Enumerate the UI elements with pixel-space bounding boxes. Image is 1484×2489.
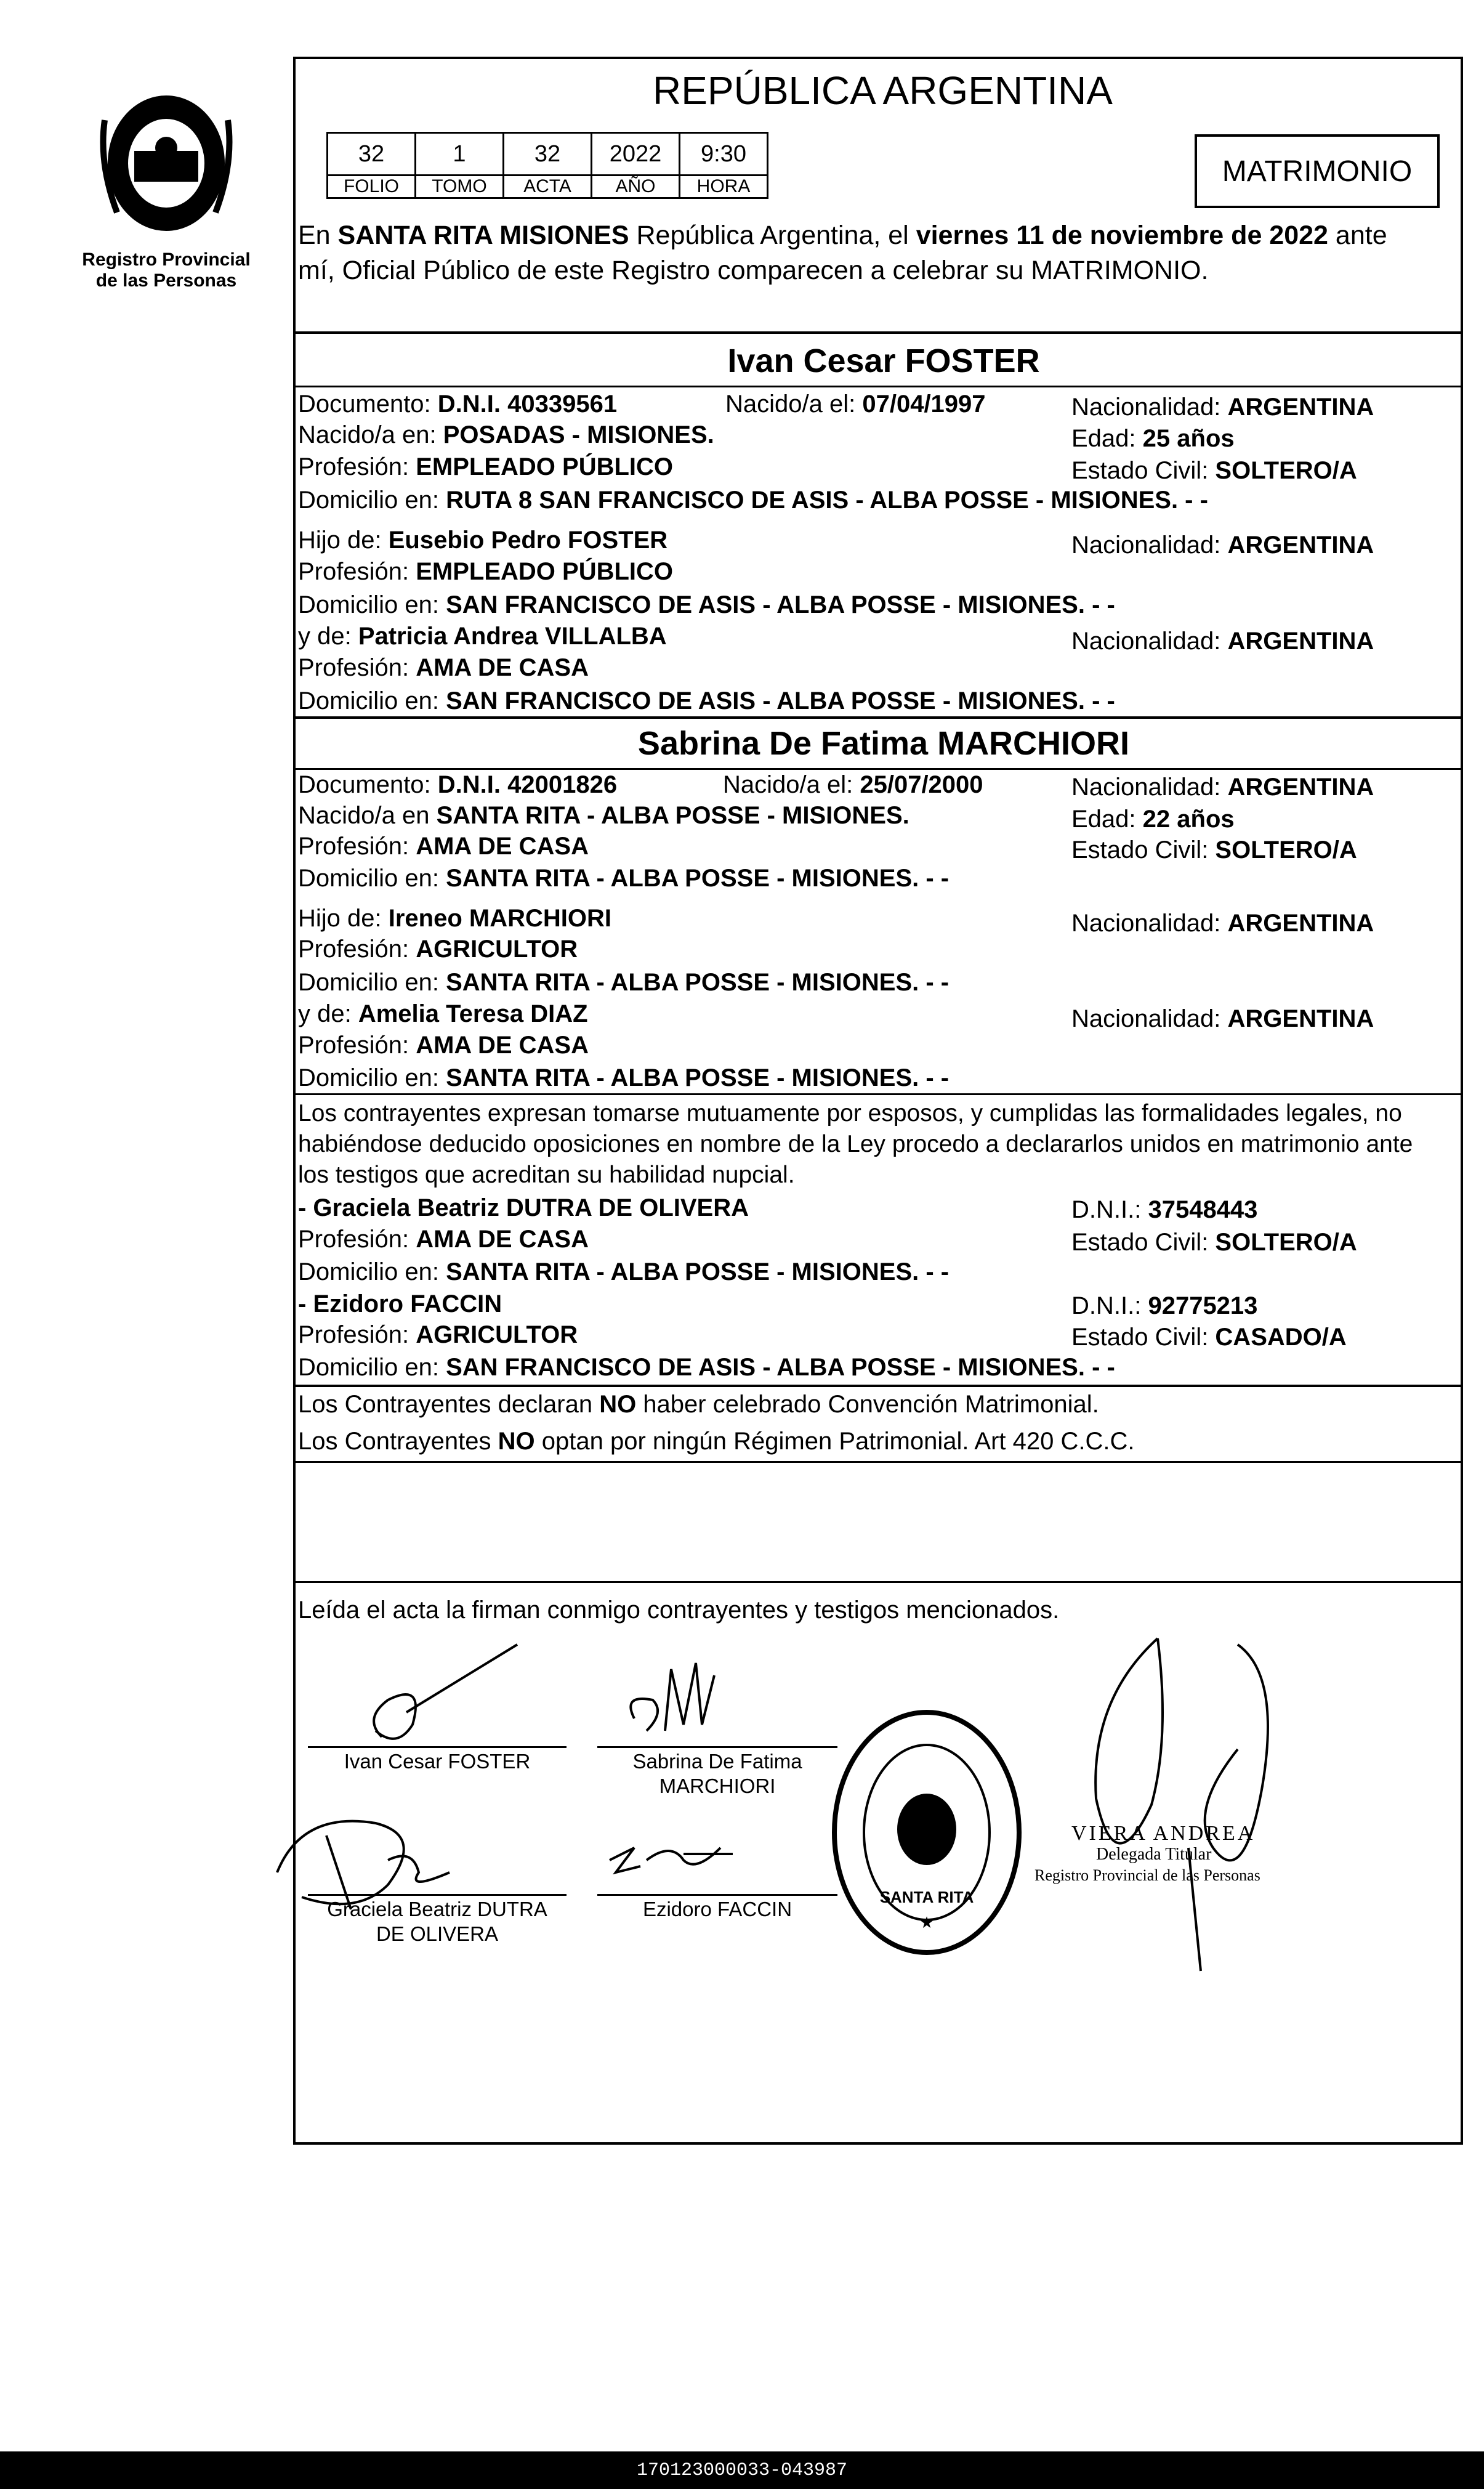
declaration-line-1: Los contrayentes expresan tomarse mutuamente por esposos, y cumplidas las formalidades legales, no xyxy=(298,1100,1402,1127)
witness2-name: - Ezidoro FACCIN xyxy=(298,1290,502,1317)
read-statement: Leída el acta la firman conmigo contrayentes y testigos mencionados. xyxy=(298,1597,1060,1624)
spouse1-doc: Documento: D.N.I. 40339561 xyxy=(298,391,618,418)
divider xyxy=(296,386,1461,387)
spouse2-mother-dom: Domicilio en: SANTA RITA - ALBA POSSE - MISIONES. - - xyxy=(298,1064,950,1091)
spouse2-father-nat: Nacionalidad: ARGENTINA xyxy=(1071,910,1374,937)
official-seal xyxy=(828,1706,1025,1959)
spouse2-nat: Nacionalidad: ARGENTINA xyxy=(1071,774,1374,801)
witness2-dom: Domicilio en: SAN FRANCISCO DE ASIS - ALBA POSSE - MISIONES. - - xyxy=(298,1354,1115,1381)
year-label: AÑO xyxy=(592,176,680,198)
divider xyxy=(296,1461,1461,1463)
spouse2-doc: Documento: D.N.I. 42001826 xyxy=(298,771,618,798)
acta-label: ACTA xyxy=(504,176,592,198)
province-logo xyxy=(80,77,252,249)
signature-line-spouse1 xyxy=(308,1746,567,1748)
spouse1-mother: y de: Patricia Andrea VILLALBA xyxy=(298,623,667,650)
spouse1-civil: Estado Civil: SOLTERO/A xyxy=(1071,457,1357,484)
acta-value: 32 xyxy=(504,133,592,176)
seal-icon xyxy=(828,1706,1025,1959)
svg-text:★: ★ xyxy=(919,1914,934,1932)
witness2-civil: Estado Civil: CASADO/A xyxy=(1071,1324,1347,1351)
tomo-value: 1 xyxy=(416,133,504,176)
divider xyxy=(296,1385,1461,1387)
spouse1-mother-prof: Profesión: AMA DE CASA xyxy=(298,654,589,681)
spouse1-birthplace: Nacido/a en: POSADAS - MISIONES. xyxy=(298,421,714,448)
spouse2-civil: Estado Civil: SOLTERO/A xyxy=(1071,836,1357,864)
folio-value: 32 xyxy=(328,133,416,176)
witness2-dni: D.N.I.: 92775213 xyxy=(1071,1292,1258,1319)
spouse1-name: Ivan Cesar FOSTER xyxy=(727,342,1040,379)
signature-caption-spouse2: Sabrina De Fatima MARCHIORI xyxy=(632,1750,802,1797)
divider xyxy=(296,1093,1461,1095)
spouse2-prof: Profesión: AMA DE CASA xyxy=(298,833,589,860)
spouse2-age: Edad: 22 años xyxy=(1071,806,1235,833)
convention-line-2: Los Contrayentes NO optan por ningún Régimen Patrimonial. Art 420 C.C.C. xyxy=(298,1428,1135,1455)
country-title: REPÚBLICA ARGENTINA xyxy=(653,68,1113,113)
signature-line-spouse2 xyxy=(597,1746,837,1748)
declaration-line-3: los testigos que acreditan su habilidad nupcial. xyxy=(298,1162,795,1188)
spouse1-prof: Profesión: EMPLEADO PÚBLICO xyxy=(298,453,674,480)
spouse2-mother: y de: Amelia Teresa DIAZ xyxy=(298,1000,588,1027)
spouse2-father-dom: Domicilio en: SANTA RITA - ALBA POSSE - MISIONES. - - xyxy=(298,969,950,996)
province-shield-icon xyxy=(80,77,252,249)
spouse1-father-dom: Domicilio en: SAN FRANCISCO DE ASIS - ALBA POSSE - MISIONES. - - xyxy=(298,591,1115,618)
reference-table xyxy=(326,132,768,199)
intro-line-2: mí, Oficial Público de este Registro comparecen a celebrar su MATRIMONIO. xyxy=(298,256,1209,285)
folio-label: FOLIO xyxy=(328,176,416,198)
spouse1-father: Hijo de: Eusebio Pedro FOSTER xyxy=(298,527,668,554)
spouse1-born: Nacido/a el: 07/04/1997 xyxy=(725,391,986,418)
spouse1-nat: Nacionalidad: ARGENTINA xyxy=(1071,394,1374,421)
witness1-name: - Graciela Beatriz DUTRA DE OLIVERA xyxy=(298,1194,749,1221)
spouse2-born: Nacido/a el: 25/07/2000 xyxy=(723,771,983,798)
divider xyxy=(296,716,1461,719)
signature-caption-spouse1: Ivan Cesar FOSTER xyxy=(344,1750,531,1773)
signature-line-witness1 xyxy=(308,1894,567,1896)
hour-label: HORA xyxy=(680,176,768,198)
hour-value: 9:30 xyxy=(680,133,768,176)
document-code-bar: 170123000033-043987 xyxy=(0,2451,1484,2489)
spouse1-mother-nat: Nacionalidad: ARGENTINA xyxy=(1071,628,1374,655)
spouse2-father: Hijo de: Ireneo MARCHIORI xyxy=(298,905,611,932)
intro-line-1: En SANTA RITA MISIONES República Argentina, el viernes 11 de noviembre de 2022 ante xyxy=(298,221,1387,250)
witness1-prof: Profesión: AMA DE CASA xyxy=(298,1226,589,1253)
divider xyxy=(296,331,1461,334)
spouse2-father-prof: Profesión: AGRICULTOR xyxy=(298,936,578,963)
spouse2-mother-prof: Profesión: AMA DE CASA xyxy=(298,1032,589,1059)
registry-name: Registro Provincial de las Personas xyxy=(82,249,251,291)
signature-caption-witness1: Graciela Beatriz DUTRA DE OLIVERA xyxy=(327,1898,547,1945)
spouse2-name: Sabrina De Fatima MARCHIORI xyxy=(637,725,1130,762)
acta-type-box: MATRIMONIO xyxy=(1195,134,1440,208)
witness1-civil: Estado Civil: SOLTERO/A xyxy=(1071,1229,1357,1256)
year-value: 2022 xyxy=(592,133,680,176)
officer-stamp: VIERA ANDREA Delegada Titular Registro Provincial de las Personas xyxy=(1034,1822,1260,1884)
witness1-dom: Domicilio en: SANTA RITA - ALBA POSSE - MISIONES. - - xyxy=(298,1258,950,1285)
signature-line-witness2 xyxy=(597,1894,837,1896)
spouse1-father-nat: Nacionalidad: ARGENTINA xyxy=(1071,532,1374,559)
spouse1-mother-dom: Domicilio en: SAN FRANCISCO DE ASIS - ALBA POSSE - MISIONES. - - xyxy=(298,687,1115,714)
spouse2-mother-nat: Nacionalidad: ARGENTINA xyxy=(1071,1005,1374,1032)
tomo-label: TOMO xyxy=(416,176,504,198)
divider xyxy=(296,1581,1461,1583)
convention-line-1: Los Contrayentes declaran NO haber celebrado Convención Matrimonial. xyxy=(298,1391,1099,1418)
spouse2-dom: Domicilio en: SANTA RITA - ALBA POSSE - MISIONES. - - xyxy=(298,865,950,892)
witness2-prof: Profesión: AGRICULTOR xyxy=(298,1321,578,1348)
spouse1-age: Edad: 25 años xyxy=(1071,425,1235,452)
spouse2-birthplace: Nacido/a en SANTA RITA - ALBA POSSE - MISIONES. xyxy=(298,802,909,829)
seal-bottom-text: SANTA RITA xyxy=(879,1888,974,1906)
declaration-line-2: habiéndose deducido oposiciones en nombre de la Ley procedo a declararlos unidos en matrimonio ante xyxy=(298,1131,1413,1157)
signature-caption-witness2: Ezidoro FACCIN xyxy=(642,1898,792,1920)
spouse1-dom: Domicilio en: RUTA 8 SAN FRANCISCO DE ASIS - ALBA POSSE - MISIONES. - - xyxy=(298,487,1208,514)
spouse1-father-prof: Profesión: EMPLEADO PÚBLICO xyxy=(298,558,674,585)
witness1-dni: D.N.I.: 37548443 xyxy=(1071,1196,1258,1223)
